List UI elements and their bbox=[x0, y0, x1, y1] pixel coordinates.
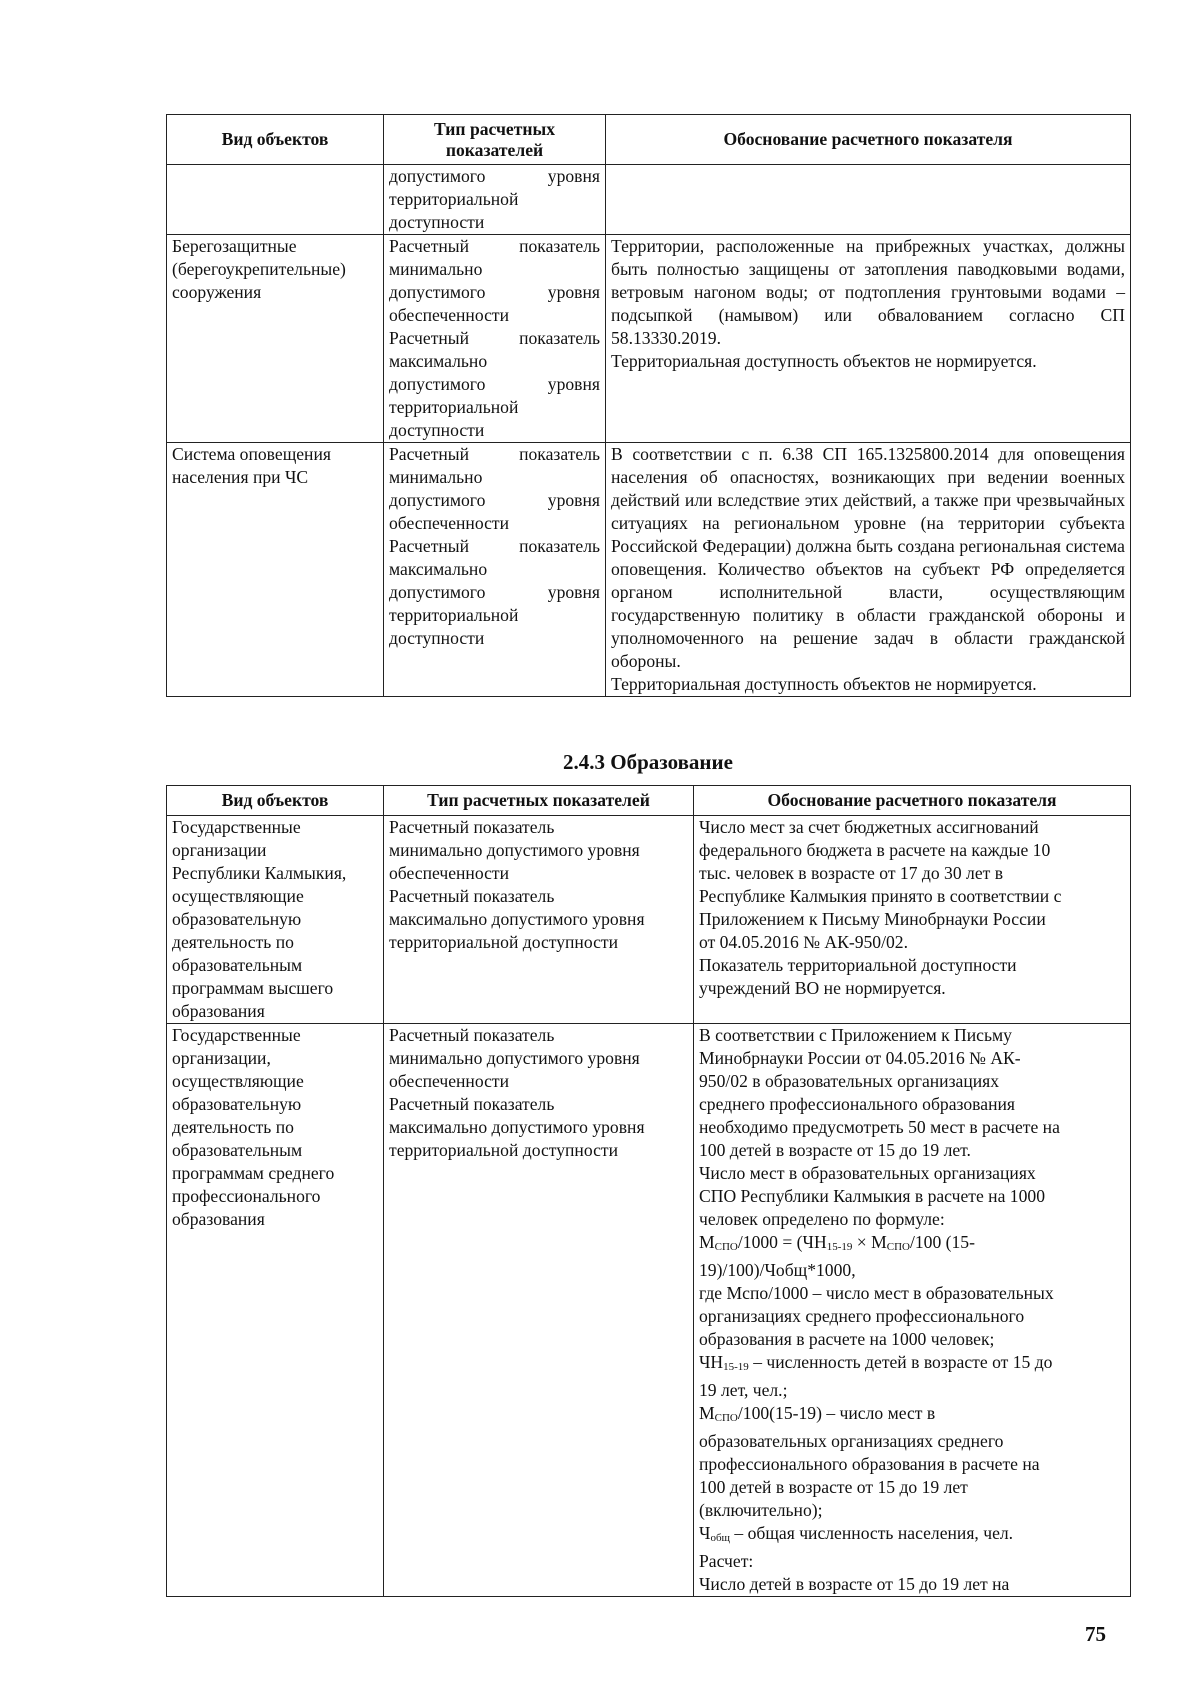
line: 950/02 в образовательных организациях bbox=[699, 1071, 1000, 1091]
header-justification: Обоснование расчетного показателя bbox=[606, 115, 1131, 165]
line: максимально допустимого уровня bbox=[389, 909, 645, 929]
line: обеспеченности bbox=[389, 863, 509, 883]
line: Расчетный показатель bbox=[389, 886, 555, 906]
line: населения при ЧС bbox=[172, 467, 309, 487]
line: территориальной доступности bbox=[389, 1140, 618, 1160]
header-object-type: Вид объектов bbox=[167, 115, 384, 165]
cell-object bbox=[167, 816, 384, 1024]
header-indicator-type-text: Тип расчетных показателей bbox=[433, 118, 556, 160]
cell-justification bbox=[694, 816, 1131, 1024]
line: Показатель территориальной доступности bbox=[699, 955, 1017, 975]
cell-justification bbox=[606, 443, 1131, 697]
line: Республики Калмыкия, bbox=[172, 863, 347, 883]
line: территориальной доступности bbox=[389, 932, 618, 952]
line: обеспеченности bbox=[389, 305, 509, 325]
table-row bbox=[167, 165, 1131, 235]
cell-indicator bbox=[384, 235, 606, 443]
cell-object bbox=[167, 1024, 384, 1597]
line: учреждений ВО не нормируется. bbox=[699, 978, 946, 998]
formula-part1: /1000 = (ЧН bbox=[737, 1232, 827, 1252]
chobsh-prefix: Ч bbox=[699, 1523, 711, 1543]
header-indicator-type bbox=[384, 115, 606, 165]
line: 100 детей в возрасте от 15 до 19 лет bbox=[699, 1477, 968, 1497]
line: осуществляющие bbox=[172, 886, 304, 906]
justification-text: В соответствии с п. 6.38 СП 165.1325800.2014 для оповещения населения об опасностях, возникающих при ведении военных действий или вследствие этих действий, а также при чрезвычайных ситуациях на региональном уровне (на территории субъекта Российской Федерации) должна быть создана региональная система оповещения. Количество объектов на субъект РФ определяется органом исполнительной власти, осуществляющим государственную политику в области гражданской обороны и уполномоченного на решение задач в области гражданской обороны. bbox=[611, 444, 1125, 671]
formula-m: М bbox=[699, 1232, 715, 1252]
line: организации bbox=[172, 840, 267, 860]
line: Число мест за счет бюджетных ассигнований bbox=[699, 817, 1039, 837]
justification-text-2: Территориальная доступность объектов не нормируется. bbox=[611, 351, 1037, 371]
table-row bbox=[167, 1024, 1131, 1597]
line: необходимо предусмотреть 50 мест в расчете на bbox=[699, 1117, 1060, 1137]
header-indicator-type: Тип расчетных показателей bbox=[384, 786, 694, 816]
line: Расчетный показатель bbox=[389, 236, 600, 256]
mspo-definition bbox=[699, 1402, 1125, 1430]
table-row bbox=[167, 443, 1131, 697]
formula-spo-sub: СПО bbox=[714, 1241, 738, 1253]
line: Расчетный показатель bbox=[389, 1094, 555, 1114]
line: образовательным bbox=[172, 1140, 303, 1160]
line: профессионального образования в расчете на bbox=[699, 1454, 1040, 1474]
table-row bbox=[167, 235, 1131, 443]
line: Республике Калмыкия принято в соответствии с bbox=[699, 886, 1062, 906]
line: Минобрнауки России от 04.05.2016 № АК- bbox=[699, 1048, 1021, 1068]
chn-text: – численность детей в возрасте от 15 до bbox=[748, 1352, 1053, 1372]
line: максимально bbox=[389, 351, 488, 371]
line: территориальной bbox=[389, 605, 519, 625]
line: обеспеченности bbox=[389, 1071, 509, 1091]
cell-indicator bbox=[384, 1024, 694, 1597]
line: допустимого уровня bbox=[389, 282, 600, 302]
line: территориальной bbox=[389, 397, 519, 417]
header-object-type: Вид объектов bbox=[167, 786, 384, 816]
chobsh-sub: общ bbox=[710, 1532, 731, 1544]
chobsh-text: – общая численность населения, чел. bbox=[730, 1523, 1014, 1543]
line: минимально допустимого уровня bbox=[389, 840, 640, 860]
table-civil-protection bbox=[166, 114, 1131, 697]
mspo-prefix: М bbox=[699, 1403, 715, 1423]
line: программам среднего bbox=[172, 1163, 335, 1183]
line: минимально допустимого уровня bbox=[389, 1048, 640, 1068]
chn-definition-2: 19 лет, чел.; bbox=[699, 1380, 788, 1400]
cell-indicator bbox=[384, 816, 694, 1024]
line: доступности bbox=[389, 212, 485, 232]
line: допустимого уровня bbox=[389, 374, 600, 394]
line: Расчетный показатель bbox=[389, 328, 600, 348]
line: (берегоукрепительные) bbox=[172, 259, 346, 279]
line: организации, bbox=[172, 1048, 271, 1068]
cell-indicator bbox=[384, 443, 606, 697]
line: Расчетный показатель bbox=[389, 444, 600, 464]
chn-prefix: ЧН bbox=[699, 1352, 724, 1372]
line: образовательную bbox=[172, 909, 302, 929]
line: организациях среднего профессионального bbox=[699, 1306, 1025, 1326]
cell-justification bbox=[694, 1024, 1131, 1597]
header-justification: Обоснование расчетного показателя bbox=[694, 786, 1131, 816]
table-education bbox=[166, 785, 1131, 1597]
line: Расчетный показатель bbox=[389, 1025, 555, 1045]
justification-text-2: Территориальная доступность объектов не нормируется. bbox=[611, 674, 1037, 694]
table-row bbox=[167, 816, 1131, 1024]
line: допустимого уровня bbox=[389, 490, 600, 510]
line: минимально bbox=[389, 467, 483, 487]
line: максимально bbox=[389, 559, 488, 579]
formula-age-sub: 15-19 bbox=[826, 1241, 853, 1253]
line: программам высшего bbox=[172, 978, 334, 998]
chn-definition bbox=[699, 1351, 1125, 1379]
formula-spo-sub-2: СПО bbox=[886, 1241, 910, 1253]
line: где Мспо/1000 – число мест в образовательных bbox=[699, 1283, 1054, 1303]
line: профессионального bbox=[172, 1186, 321, 1206]
cell-justification bbox=[606, 235, 1131, 443]
formula-line-2: 19)/100)/Чобщ*1000, bbox=[699, 1260, 856, 1280]
page-number: 75 bbox=[1085, 1622, 1106, 1646]
line: допустимого уровня bbox=[389, 166, 600, 186]
mspo-text: /100(15-19) – число мест в bbox=[737, 1403, 936, 1423]
section-heading: 2.4.3 Образование bbox=[563, 750, 733, 774]
line: образовательную bbox=[172, 1094, 302, 1114]
line: образования bbox=[172, 1001, 265, 1021]
line: образования bbox=[172, 1209, 265, 1229]
line: сооружения bbox=[172, 282, 262, 302]
line: от 04.05.2016 № АК-950/02. bbox=[699, 932, 908, 952]
line: В соответствии с Приложением к Письму bbox=[699, 1025, 1012, 1045]
line: Система оповещения bbox=[172, 444, 331, 464]
cell-indicator-continuation bbox=[384, 165, 606, 235]
line: допустимого уровня bbox=[389, 582, 600, 602]
cell-object bbox=[167, 235, 384, 443]
line: образовательных организациях среднего bbox=[699, 1431, 1004, 1451]
line: доступности bbox=[389, 420, 485, 440]
formula-part3: /100 (15- bbox=[909, 1232, 975, 1252]
line: Расчетный показатель bbox=[389, 536, 600, 556]
line: деятельность по bbox=[172, 1117, 294, 1137]
line: территориальной bbox=[389, 189, 519, 209]
chobsh-definition bbox=[699, 1522, 1125, 1550]
line: осуществляющие bbox=[172, 1071, 304, 1091]
line: доступности bbox=[389, 628, 485, 648]
line: 100 детей в возрасте от 15 до 19 лет. bbox=[699, 1140, 971, 1160]
line: Берегозащитные bbox=[172, 236, 297, 256]
mspo-sub: СПО bbox=[714, 1412, 738, 1424]
line: образования в расчете на 1000 человек; bbox=[699, 1329, 995, 1349]
line: (включительно); bbox=[699, 1500, 823, 1520]
line: обеспеченности bbox=[389, 513, 509, 533]
cell-object-empty bbox=[167, 165, 384, 235]
line: СПО Республики Калмыкия в расчете на 1000 bbox=[699, 1186, 1045, 1206]
line: Расчетный показатель bbox=[389, 817, 555, 837]
line: Число мест в образовательных организациях bbox=[699, 1163, 1036, 1183]
chn-age-sub: 15-19 bbox=[723, 1361, 749, 1373]
line: образовательным bbox=[172, 955, 303, 975]
line: федерального бюджета в расчете на каждые 10 bbox=[699, 840, 1051, 860]
line: Расчет: bbox=[699, 1551, 754, 1571]
formula-line bbox=[699, 1231, 1125, 1259]
line: тыс. человек в возрасте от 17 до 30 лет в bbox=[699, 863, 1004, 883]
cell-justification-empty bbox=[606, 165, 1131, 235]
justification-text: Территории, расположенные на прибрежных участках, должны быть полностью защищены от затопления паводковыми водами, ветровым нагоном воды; от подтопления грунтовыми водами – подсыпкой (намывом) или обвалованием согласно СП 58.13330.2019. bbox=[611, 236, 1125, 348]
line: Приложением к Письму Минобрнауки России bbox=[699, 909, 1046, 929]
line: Государственные bbox=[172, 817, 301, 837]
line: минимально bbox=[389, 259, 483, 279]
line: деятельность по bbox=[172, 932, 294, 952]
line: Государственные bbox=[172, 1025, 301, 1045]
cell-object bbox=[167, 443, 384, 697]
line: человек определено по формуле: bbox=[699, 1209, 945, 1229]
line: максимально допустимого уровня bbox=[389, 1117, 645, 1137]
formula-part2: × М bbox=[852, 1232, 887, 1252]
line: среднего профессионального образования bbox=[699, 1094, 1015, 1114]
line: Число детей в возрасте от 15 до 19 лет на bbox=[699, 1574, 1010, 1594]
